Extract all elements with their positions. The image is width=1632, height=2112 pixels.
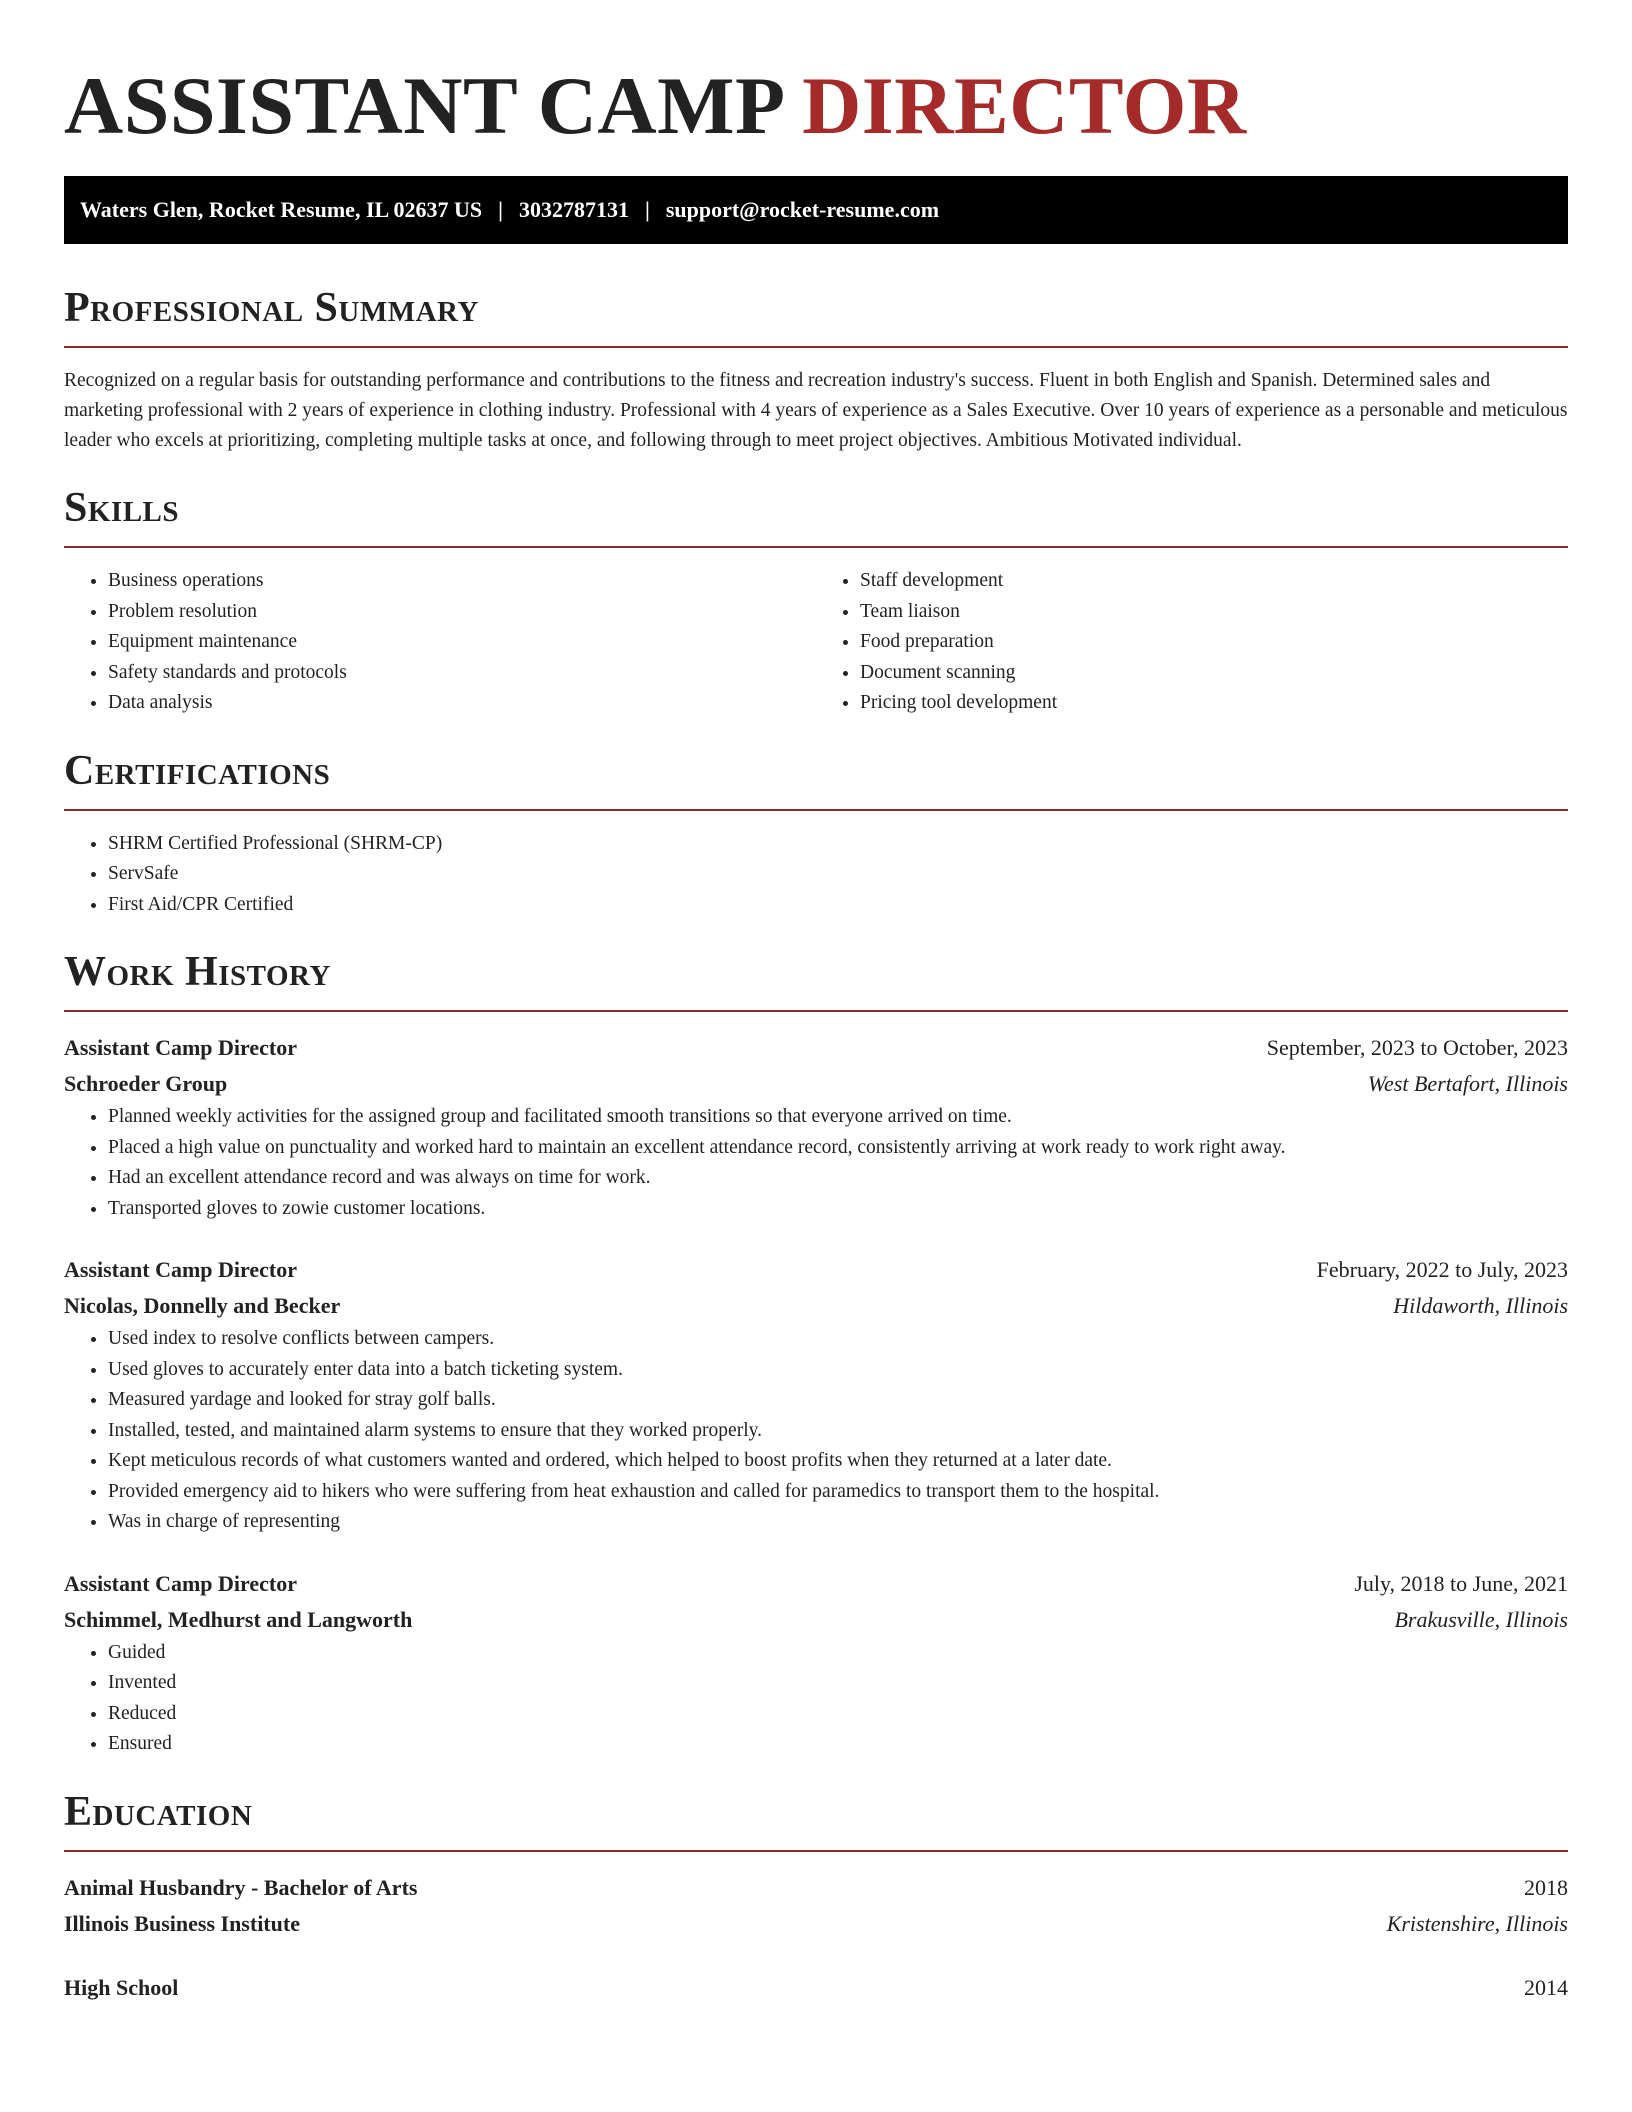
certifications-heading: Certifications <box>64 747 331 794</box>
skills-grid <box>64 566 1568 719</box>
job-bullet: • Ensured <box>108 1729 1568 1760</box>
title-part-1: ASSISTANT CAMP <box>64 60 782 151</box>
skill-item: • Equipment maintenance <box>108 627 816 658</box>
skill-item: • Data analysis <box>108 688 816 719</box>
job-company-row <box>64 1066 1568 1102</box>
certification-item: • SHRM Certified Professional (SHRM-CP) <box>108 829 1568 860</box>
summary-heading: Professional Summary <box>64 285 479 331</box>
education-school: Illinois Business Institute <box>64 1910 300 1936</box>
job-company-row <box>64 1288 1568 1324</box>
skill-item: • Pricing tool development <box>860 688 1568 719</box>
job-bullet: • Guided <box>108 1638 1568 1669</box>
job-bullet: • Reduced <box>108 1699 1568 1730</box>
skill-item: • Staff development <box>860 566 1568 597</box>
job-bullet: • Planned weekly activities for the assigned group and facilitated smooth transitions so that everyone arrived on time. <box>108 1102 1568 1133</box>
skill-item: • Safety standards and protocols <box>108 658 816 689</box>
job-bullet: • Installed, tested, and maintained alarm systems to ensure that they worked properly. <box>108 1416 1568 1447</box>
certification-item: • ServSafe <box>108 859 1568 890</box>
job-title: Assistant Camp Director <box>64 1570 298 1596</box>
job-bullet: • Invented <box>108 1668 1568 1699</box>
job-company: Schimmel, Medhurst and Langworth <box>64 1606 413 1632</box>
summary-section <box>64 284 1568 456</box>
job-bullet: • Used index to resolve conflicts between campers. <box>108 1324 1568 1355</box>
resume-title <box>64 0 1568 156</box>
contact-phone: 3032787131 <box>518 197 629 222</box>
skills-heading: Skills <box>64 485 180 531</box>
skill-item: • Food preparation <box>860 627 1568 658</box>
section-divider <box>64 546 1568 548</box>
skills-list-right <box>816 566 1568 719</box>
job-entry <box>64 1030 1568 1224</box>
contact-email: support@rocket-resume.com <box>665 197 940 222</box>
education-location: Kristenshire, Illinois <box>1386 1910 1568 1936</box>
job-company: Nicolas, Donnelly and Becker <box>64 1293 341 1318</box>
work-history-section <box>64 948 1568 1760</box>
skills-section <box>64 484 1568 719</box>
job-bullet: • Provided emergency aid to hikers who were suffering from heat exhaustion and called for paramedics to transport them to the hospital. <box>108 1477 1568 1508</box>
job-bullets <box>64 1102 1568 1224</box>
education-header-row <box>64 1970 1568 2006</box>
work-history-heading: Work History <box>64 949 331 995</box>
job-company: Schroeder Group <box>64 1071 228 1096</box>
job-dates: September, 2023 to October, 2023 <box>1266 1035 1568 1060</box>
contact-separator: | <box>644 197 650 222</box>
job-location: Brakusville, Illinois <box>1394 1606 1568 1632</box>
title-part-2: DIRECTOR <box>802 60 1247 151</box>
job-location: West Bertafort, Illinois <box>1367 1071 1568 1096</box>
job-header-row <box>64 1030 1568 1066</box>
job-entry <box>64 1566 1568 1760</box>
job-title: Assistant Camp Director <box>64 1257 298 1282</box>
job-bullets <box>64 1638 1568 1760</box>
job-bullet: • Was in charge of representing <box>108 1507 1568 1538</box>
job-header-row <box>64 1566 1568 1602</box>
certifications-list <box>64 829 1568 921</box>
job-bullet: • Transported gloves to zowie customer locations. <box>108 1194 1568 1225</box>
summary-text: Recognized on a regular basis for outstanding performance and contributions to the fitness and recreation industry's success. Fluent in both English and Spanish. Determined sales and marketing professional with 2 years of experience in clothing industry. Professional with 4 years of experience as a Sales Executive. Over 10 years of experience as a personable and meticulous leader who excels at prioritizing, completing multiple tasks at once, and following through to meet project objectives. Ambitious Motivated individual. <box>64 370 1568 451</box>
education-degree: Animal Husbandry - Bachelor of Arts <box>64 1874 418 1900</box>
job-header-row <box>64 1252 1568 1288</box>
job-bullet: • Used gloves to accurately enter data into a batch ticketing system. <box>108 1355 1568 1386</box>
education-school-row <box>64 1906 1568 1942</box>
skill-item: • Problem resolution <box>108 597 816 628</box>
education-entry <box>64 1970 1568 2006</box>
job-company-row <box>64 1602 1568 1638</box>
job-entry <box>64 1252 1568 1538</box>
job-bullet: • Kept meticulous records of what customers wanted and ordered, which helped to boost profits when they returned at a later date. <box>108 1446 1568 1477</box>
job-bullet: • Measured yardage and looked for stray golf balls. <box>108 1385 1568 1416</box>
education-section <box>64 1788 1568 2006</box>
education-heading: Education <box>64 1788 253 1835</box>
job-bullets <box>64 1324 1568 1538</box>
section-divider <box>64 809 1568 811</box>
skills-column-right <box>816 566 1568 719</box>
education-year: 2018 <box>1524 1874 1568 1900</box>
certification-item: • First Aid/CPR Certified <box>108 890 1568 921</box>
section-divider <box>64 1850 1568 1852</box>
skill-item: • Document scanning <box>860 658 1568 689</box>
section-divider <box>64 346 1568 348</box>
job-dates: February, 2022 to July, 2023 <box>1316 1257 1568 1282</box>
skill-item: • Business operations <box>108 566 816 597</box>
contact-bar <box>64 176 1568 244</box>
skills-list-left <box>64 566 816 719</box>
contact-address: Waters Glen, Rocket Resume, IL 02637 US <box>80 197 483 222</box>
education-header-row <box>64 1870 1568 1906</box>
certifications-section <box>64 747 1568 921</box>
job-bullet: • Placed a high value on punctuality and worked hard to maintain an excellent attendance record, consistently arriving at work ready to work right away. <box>108 1133 1568 1164</box>
job-location: Hildaworth, Illinois <box>1393 1293 1568 1318</box>
section-divider <box>64 1010 1568 1012</box>
education-year: 2014 <box>1524 1974 1568 2000</box>
education-entry <box>64 1870 1568 1942</box>
skill-item: • Team liaison <box>860 597 1568 628</box>
skills-column-left <box>64 566 816 719</box>
job-dates: July, 2018 to June, 2021 <box>1354 1570 1568 1596</box>
job-title: Assistant Camp Director <box>64 1035 298 1060</box>
contact-separator: | <box>498 197 503 222</box>
education-degree: High School <box>64 1974 179 2000</box>
job-bullet: • Had an excellent attendance record and was always on time for work. <box>108 1163 1568 1194</box>
